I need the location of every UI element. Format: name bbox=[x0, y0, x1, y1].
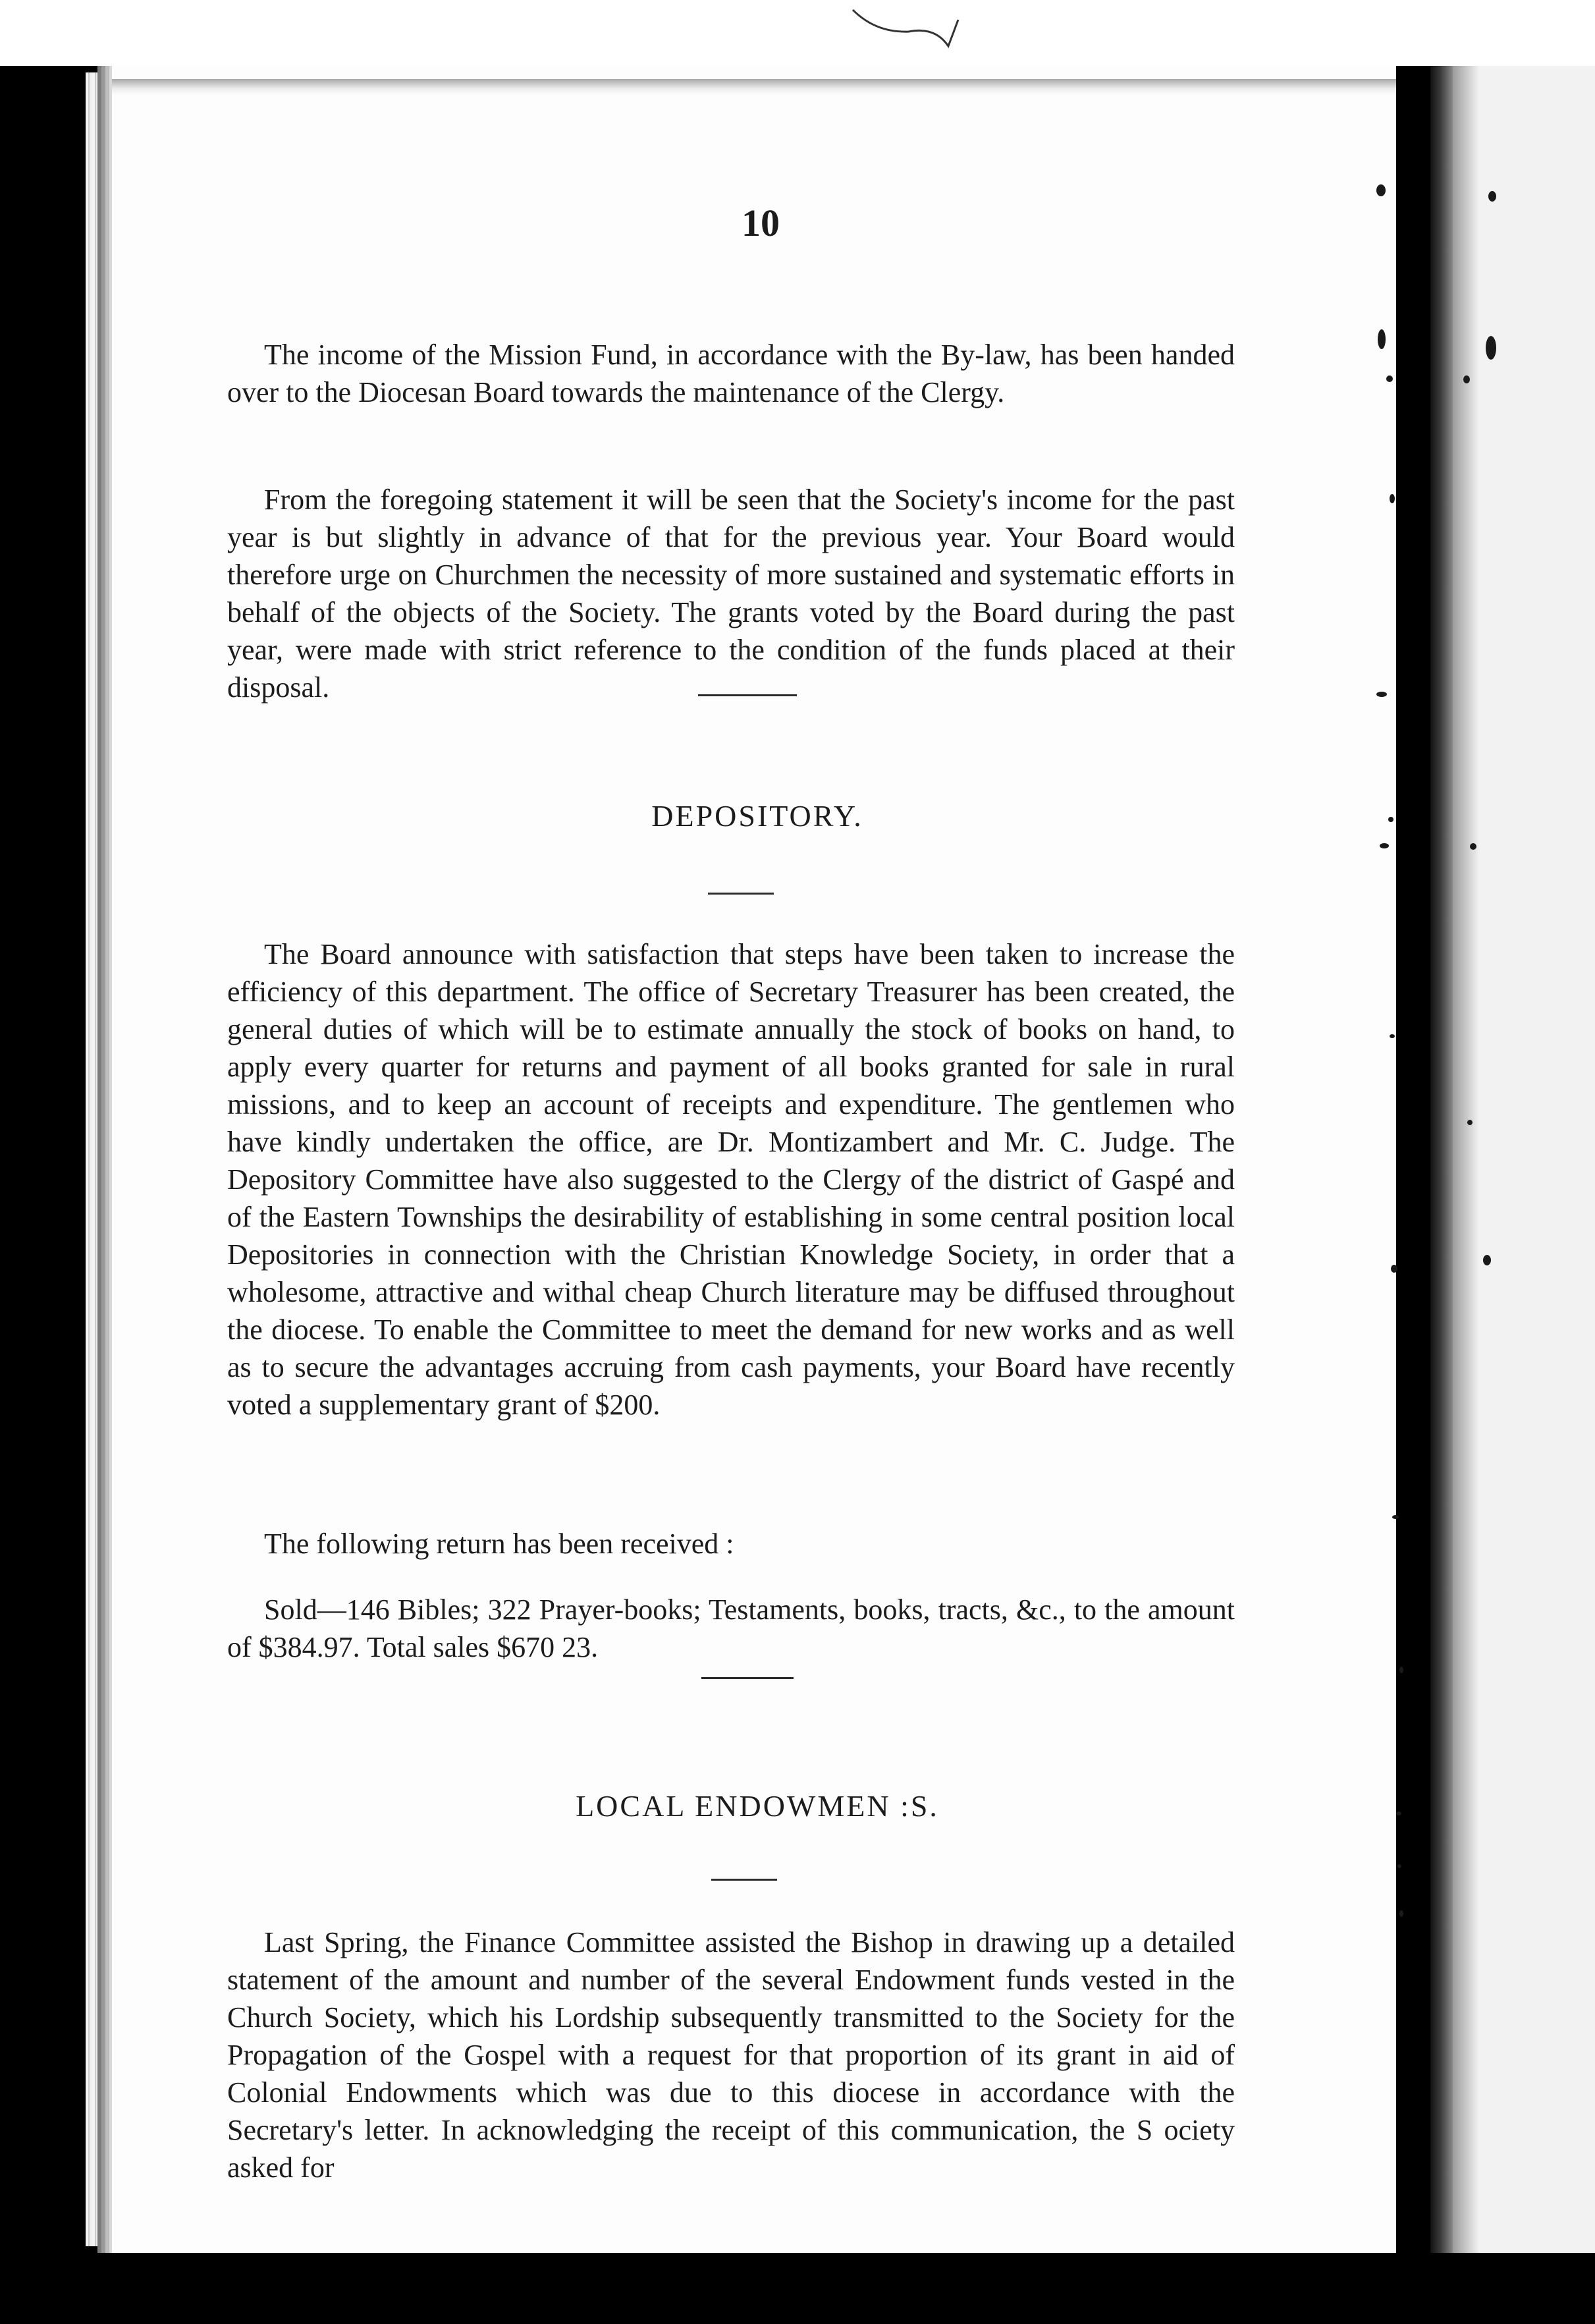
scan-speck bbox=[1376, 692, 1387, 697]
scan-speck bbox=[1392, 1515, 1399, 1519]
pen-stroke-mark bbox=[850, 7, 981, 53]
section-divider bbox=[708, 893, 774, 895]
scan-speck bbox=[1396, 1812, 1401, 1815]
paragraph-sold-return: Sold—146 Bibles; 322 Prayer-books; Testaments, books, tracts, &c., to the amount of $384.97. Total sales $670 23. bbox=[227, 1593, 1235, 1663]
paragraph-mission-fund: The income of the Mission Fund, in accordance with the By-law, has been handed over to the Diocesan Board towards the maintenance of the Clergy. bbox=[227, 339, 1235, 408]
gutter-shadow bbox=[1453, 66, 1479, 2253]
scan-speck bbox=[1390, 1034, 1395, 1038]
adjacent-page bbox=[1430, 66, 1595, 2253]
section-divider bbox=[698, 694, 797, 696]
paragraph-local-endowments: Last Spring, the Finance Committee assisted the Bishop in drawing up a detailed statement of the amount and number of the several Endowment funds vested in the Church Society, which his Lordship subsequently transmitted to the Society for the Propagation of the Gospel with a request for that proportion of its grant in aid of Colonial Endowments which was due to this diocese in accordance with the Secretary's letter. In acknowledging the receipt of this communication, the S ociety asked for bbox=[227, 1926, 1235, 2184]
stacked-page-edges bbox=[86, 72, 112, 2246]
section-divider bbox=[711, 1879, 777, 1881]
scan-speck bbox=[1397, 1864, 1401, 1868]
paragraph-return-received: The following return has been received : bbox=[264, 1528, 734, 1560]
scan-speck bbox=[1386, 375, 1393, 382]
scan-speck bbox=[1467, 1120, 1473, 1125]
heading-depository: DEPOSITORY. bbox=[651, 799, 863, 833]
scan-speck bbox=[1376, 184, 1386, 196]
scan-top-margin bbox=[0, 0, 1595, 66]
scan-speck bbox=[1391, 1265, 1397, 1273]
scan-speck bbox=[1390, 494, 1395, 503]
document-page bbox=[112, 66, 1396, 2253]
page-number: 10 bbox=[742, 202, 780, 244]
paragraph-depository: The Board announce with satisfaction that steps have been taken to increase the efficiency of this department. The office of Secretary Treasurer has been created, the general duties of which will be to estimate annually the stock of books on hand, to apply every quarter for returns and payment of all books granted for sale in rural missions, and to keep an account of receipts and expenditure. The gentlemen who have kindly undertaken the office, are Dr. Montizambert and Mr. C. Judge. The Depository Committee have also suggested to the Clergy of the district of Gaspé and of the Eastern Townships the desirability of establishing in some central position local Depositories in connection with the Christian Knowledge Society, in order that a wholesome, attractive and withal cheap Church literature may be diffused throughout the diocese. To enable the Committee to meet the demand for new works and as well as to secure the advantages accruing from cash payments, your Board have recently voted a supplementary grant of $200. bbox=[227, 938, 1235, 1421]
scan-speck bbox=[1483, 1255, 1491, 1265]
section-divider bbox=[701, 1677, 794, 1679]
scan-speck bbox=[1488, 191, 1496, 202]
scan-speck bbox=[1470, 843, 1476, 850]
scan-speck bbox=[1463, 375, 1470, 383]
book-spine bbox=[1430, 66, 1453, 2253]
paragraph-foregoing-statement: From the foregoing statement it will be seen that the Society's income for the past year is but slightly in advance of that for the previous year. Your Board would therefore urge on Churchmen the necessity of more sustained and systematic efforts in behalf of the objects of the Society. The grants voted by the Board during the past year, were made with strict reference to the condition of the funds placed at their disposal. bbox=[227, 484, 1235, 704]
scan-speck bbox=[1378, 329, 1386, 349]
page-top-shadow bbox=[112, 79, 1396, 95]
scan-speck bbox=[1399, 1910, 1403, 1917]
heading-local-endowments: LOCAL ENDOWMEN :S. bbox=[576, 1789, 939, 1823]
scan-speck bbox=[1486, 336, 1496, 360]
scan-speck bbox=[1399, 1667, 1403, 1673]
scan-speck bbox=[1388, 817, 1393, 822]
scan-speck bbox=[1380, 843, 1389, 848]
